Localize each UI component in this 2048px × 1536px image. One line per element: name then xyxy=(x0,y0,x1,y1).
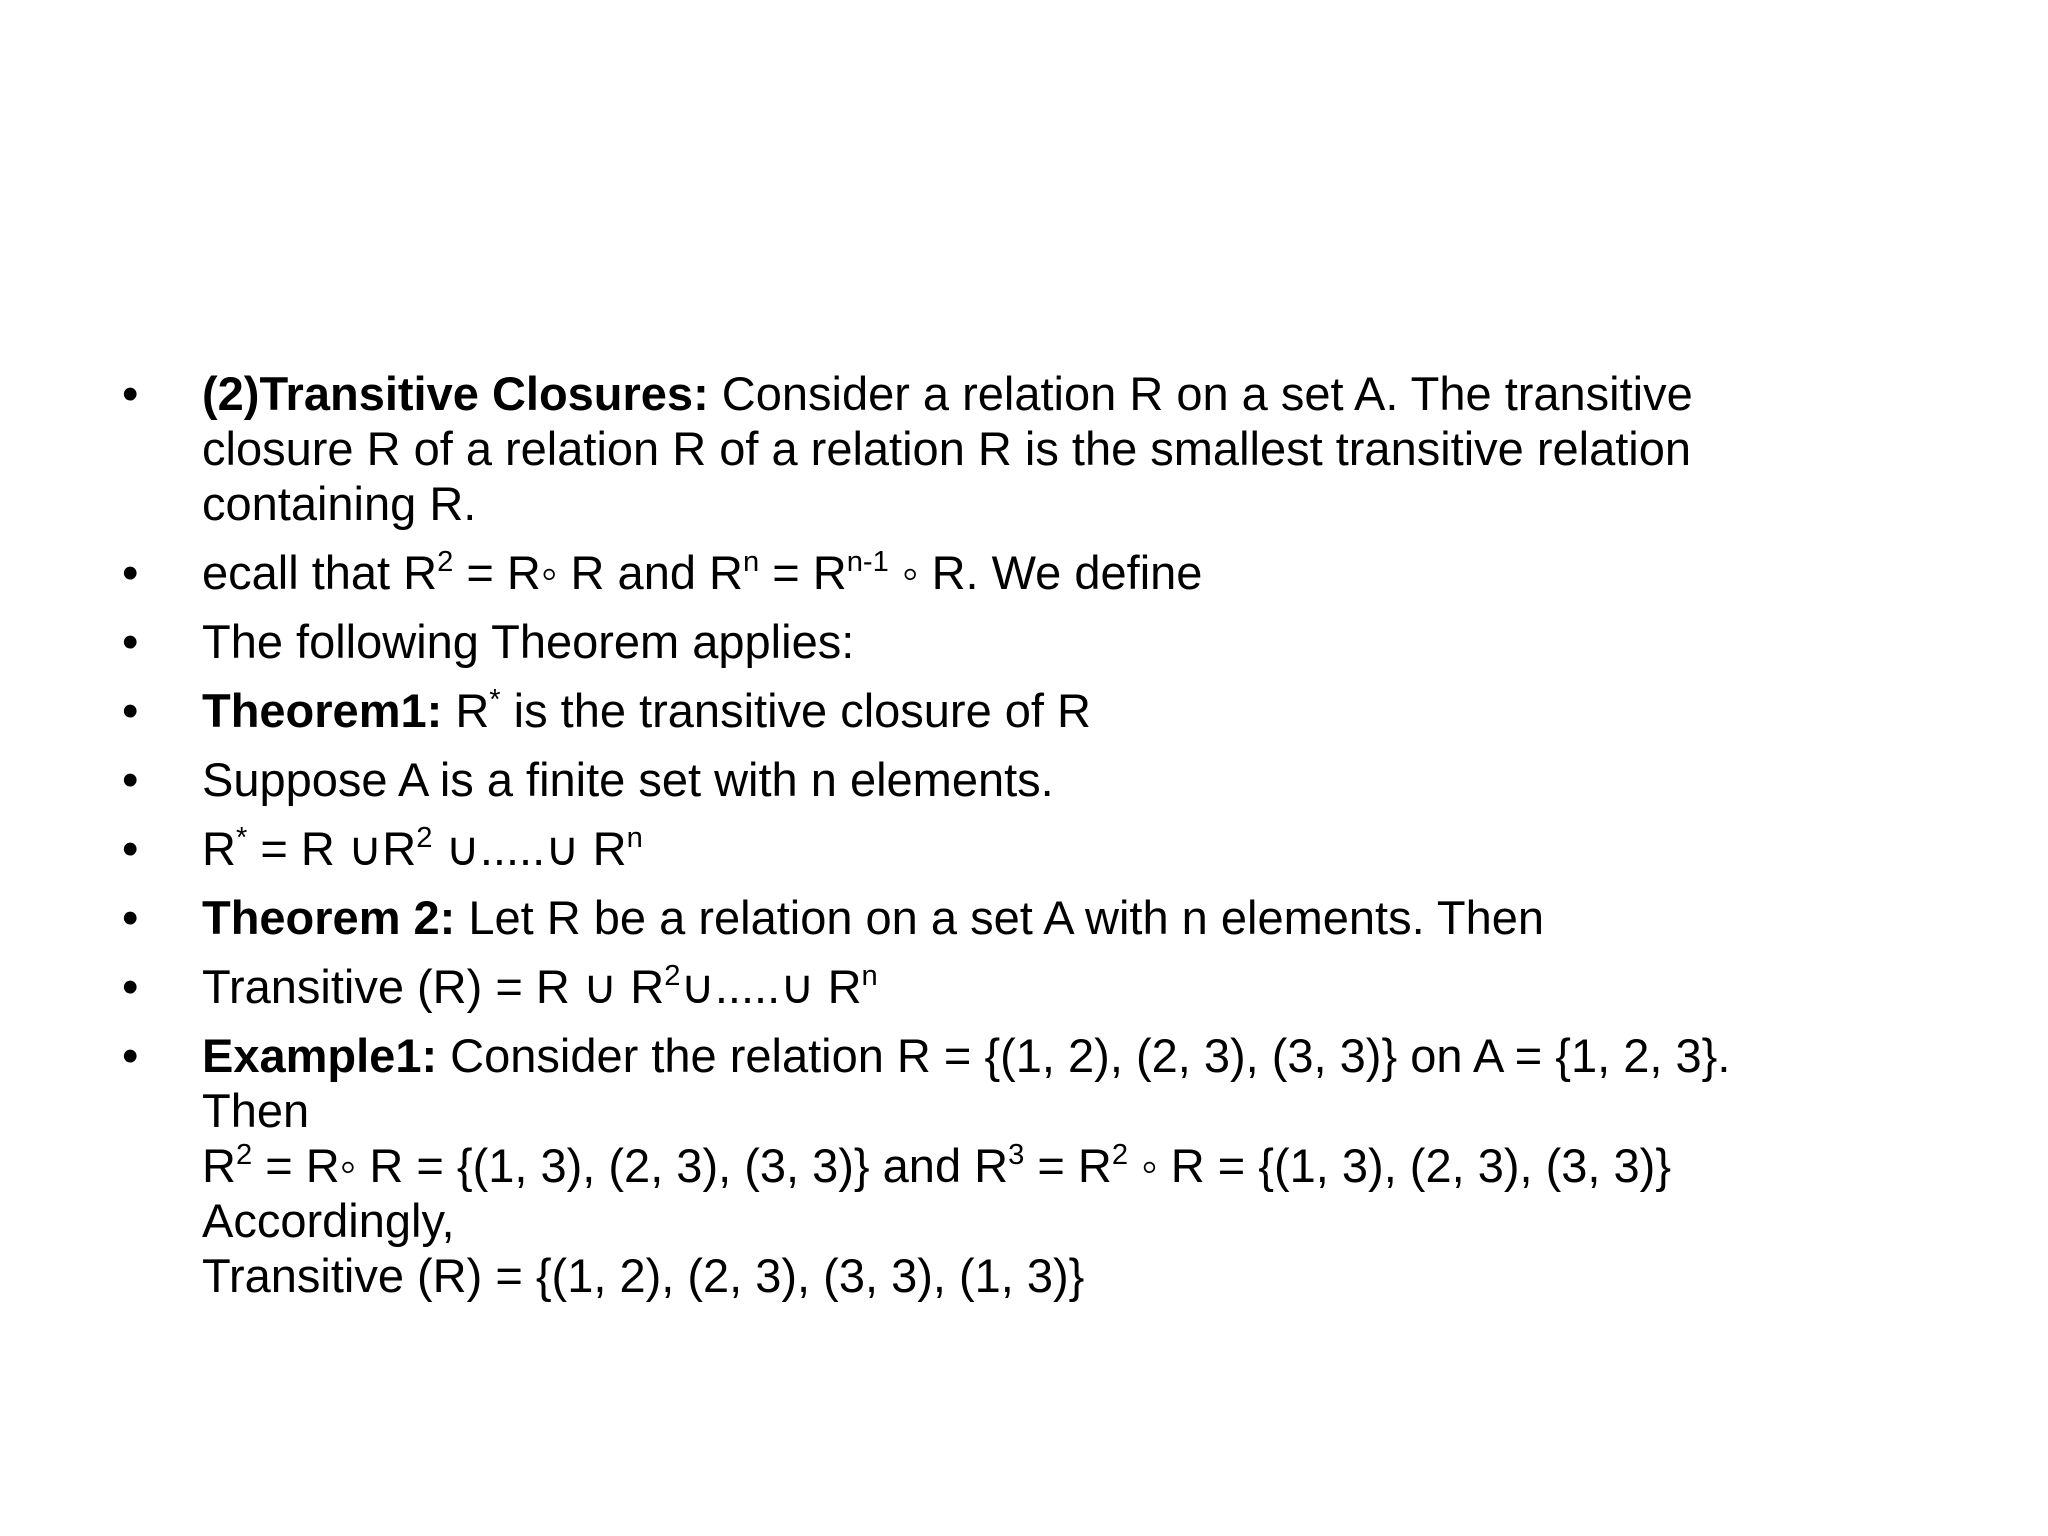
superscript: 2 xyxy=(1111,1138,1129,1171)
bullet-icon xyxy=(122,821,162,876)
superscript: * xyxy=(489,683,501,716)
bullet-line: Accordingly, xyxy=(202,1194,455,1247)
bullet-r-star-union xyxy=(118,821,1938,876)
superscript: 2 xyxy=(416,821,433,854)
text-span: R xyxy=(202,1139,236,1192)
bullet-theorem2 xyxy=(118,890,1938,945)
bullet-transitive-union xyxy=(118,959,1938,1014)
bullet-icon xyxy=(122,890,162,945)
bullet-icon xyxy=(122,683,162,738)
bullet-line: closure R of a relation R of a relation R is the smallest transitive relation xyxy=(202,422,1691,475)
bullet-line xyxy=(202,366,1938,421)
text-span: ecall that R xyxy=(202,546,438,599)
text-span: = R◦ R and R xyxy=(453,546,743,599)
superscript: * xyxy=(235,821,248,854)
bullet-line xyxy=(202,1028,1938,1083)
bold-label: Example1: xyxy=(202,1029,438,1082)
bullet-icon xyxy=(122,366,162,421)
bold-label: Theorem 2: xyxy=(202,891,456,944)
superscript: 2 xyxy=(235,1138,253,1171)
text-span: ◦ R = {(1, 3), (2, 3), (3, 3)} xyxy=(1128,1139,1672,1192)
bullet-line: containing R. xyxy=(202,477,477,530)
bullet-icon xyxy=(122,752,162,807)
superscript: n-1 xyxy=(846,545,889,578)
text-span: Consider a relation R on a set A. The transitive xyxy=(708,367,1693,420)
superscript: n xyxy=(861,959,878,992)
bullet-example1 xyxy=(118,1028,1938,1303)
text-span: Transitive (R) = R ∪ R xyxy=(202,960,665,1013)
bullet-line xyxy=(202,1138,1938,1193)
text-span: = R◦ R = {(1, 3), (2, 3), (3, 3)} and R xyxy=(252,1139,1009,1192)
text-span: The following Theorem applies: xyxy=(202,615,855,668)
bullet-line: Transitive (R) = {(1, 2), (2, 3), (3, 3), (1, 3)} xyxy=(202,1249,1085,1302)
text-span: = R ∪R xyxy=(247,822,417,875)
text-span: Consider the relation R = {(1, 2), (2, 3), (3, 3)} on A = {1, 2, 3}. xyxy=(437,1029,1731,1082)
text-span: Suppose A is a finite set with n elements. xyxy=(202,753,1054,806)
bullet-theorem1 xyxy=(118,683,1938,738)
superscript: n xyxy=(626,821,643,854)
bullet-icon xyxy=(122,959,162,1014)
bullet-line: Then xyxy=(202,1084,310,1137)
superscript: 3 xyxy=(1008,1138,1025,1171)
bullet-icon xyxy=(122,1028,162,1083)
text-span: R xyxy=(202,822,236,875)
superscript: 2 xyxy=(664,959,681,992)
bold-label: (2)Transitive Closures: xyxy=(202,367,709,420)
text-span: ∪.....∪ R xyxy=(680,960,862,1013)
bullet-recall-definition xyxy=(118,545,1938,600)
text-span: Let R be a relation on a set A with n elements. Then xyxy=(455,891,1544,944)
bullet-icon xyxy=(122,545,162,600)
bullet-list xyxy=(118,366,1938,1317)
bold-label: Theorem1: xyxy=(202,684,443,737)
bullet-finite-set xyxy=(118,752,1938,807)
text-span: R xyxy=(442,684,490,737)
superscript: n xyxy=(742,545,760,578)
text-span: ∪.....∪ R xyxy=(432,822,627,875)
text-span: ◦ R. We define xyxy=(888,546,1203,599)
bullet-transitive-closures xyxy=(118,366,1938,531)
text-span: = R xyxy=(1024,1139,1112,1192)
superscript: 2 xyxy=(437,545,454,578)
bullet-icon xyxy=(122,614,162,669)
text-span: is the transitive closure of R xyxy=(500,684,1091,737)
bullet-theorem-applies xyxy=(118,614,1938,669)
text-span: = R xyxy=(759,546,847,599)
